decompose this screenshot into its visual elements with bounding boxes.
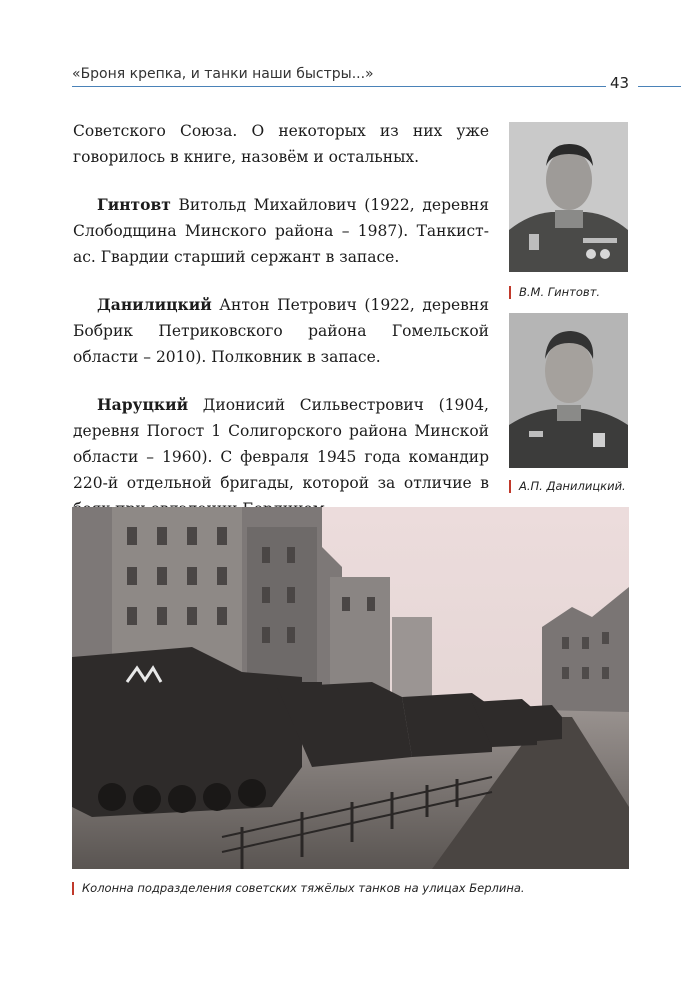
paragraph-danilitsky: [73, 292, 489, 370]
person-name: Наруцкий: [97, 395, 189, 414]
tank-column-photo: [72, 507, 629, 869]
header-rule: [72, 86, 606, 87]
page-number-rule: [638, 86, 681, 87]
header-title: «Броня крепка, и танки наши быстры...»: [72, 66, 374, 82]
caption-danilitsky: А.П. Данилицкий.: [509, 479, 626, 493]
person-bio: Дионисий Сильвестрович (1904, деревня Погост 1 Солигорского района Минской области – 1960). С февраля 1945 года командир 220-й отдельной бригады, которой за отличие в: [73, 396, 489, 492]
portrait-gintovt-image: [509, 122, 628, 272]
portrait-danilitsky: [509, 313, 628, 468]
portrait-danilitsky-image: [509, 313, 628, 468]
body-text: [73, 118, 489, 544]
person-bio: Витольд Михайлович (1922, деревня Слободщина Минского района – 1987). Танкист-ас. Гвардии старший сержант в запасе.: [73, 196, 489, 266]
tank-column-image: [72, 507, 629, 869]
person-bio: Антон Петрович (1922, деревня Бобрик Петриковского района Гомельской области – 2010). Полковник в запасе.: [73, 296, 489, 366]
paragraph-intro: Советского Союза. О некоторых из них уже говорилось в книге, назовём и остальных.: [73, 122, 489, 166]
caption-gintovt: В.М. Гинтовт.: [509, 285, 600, 299]
paragraph-narutsky: [73, 392, 489, 522]
paragraph-gintovt: [73, 192, 489, 270]
running-header: [72, 62, 632, 92]
portrait-gintovt: [509, 122, 628, 272]
caption-tank-column: Колонна подразделения советских тяжёлых танков на улицах Берлина.: [72, 881, 525, 895]
person-name: Гинтовт: [97, 195, 171, 214]
person-name: Данилицкий: [97, 295, 212, 314]
page-number: 43: [610, 74, 630, 92]
